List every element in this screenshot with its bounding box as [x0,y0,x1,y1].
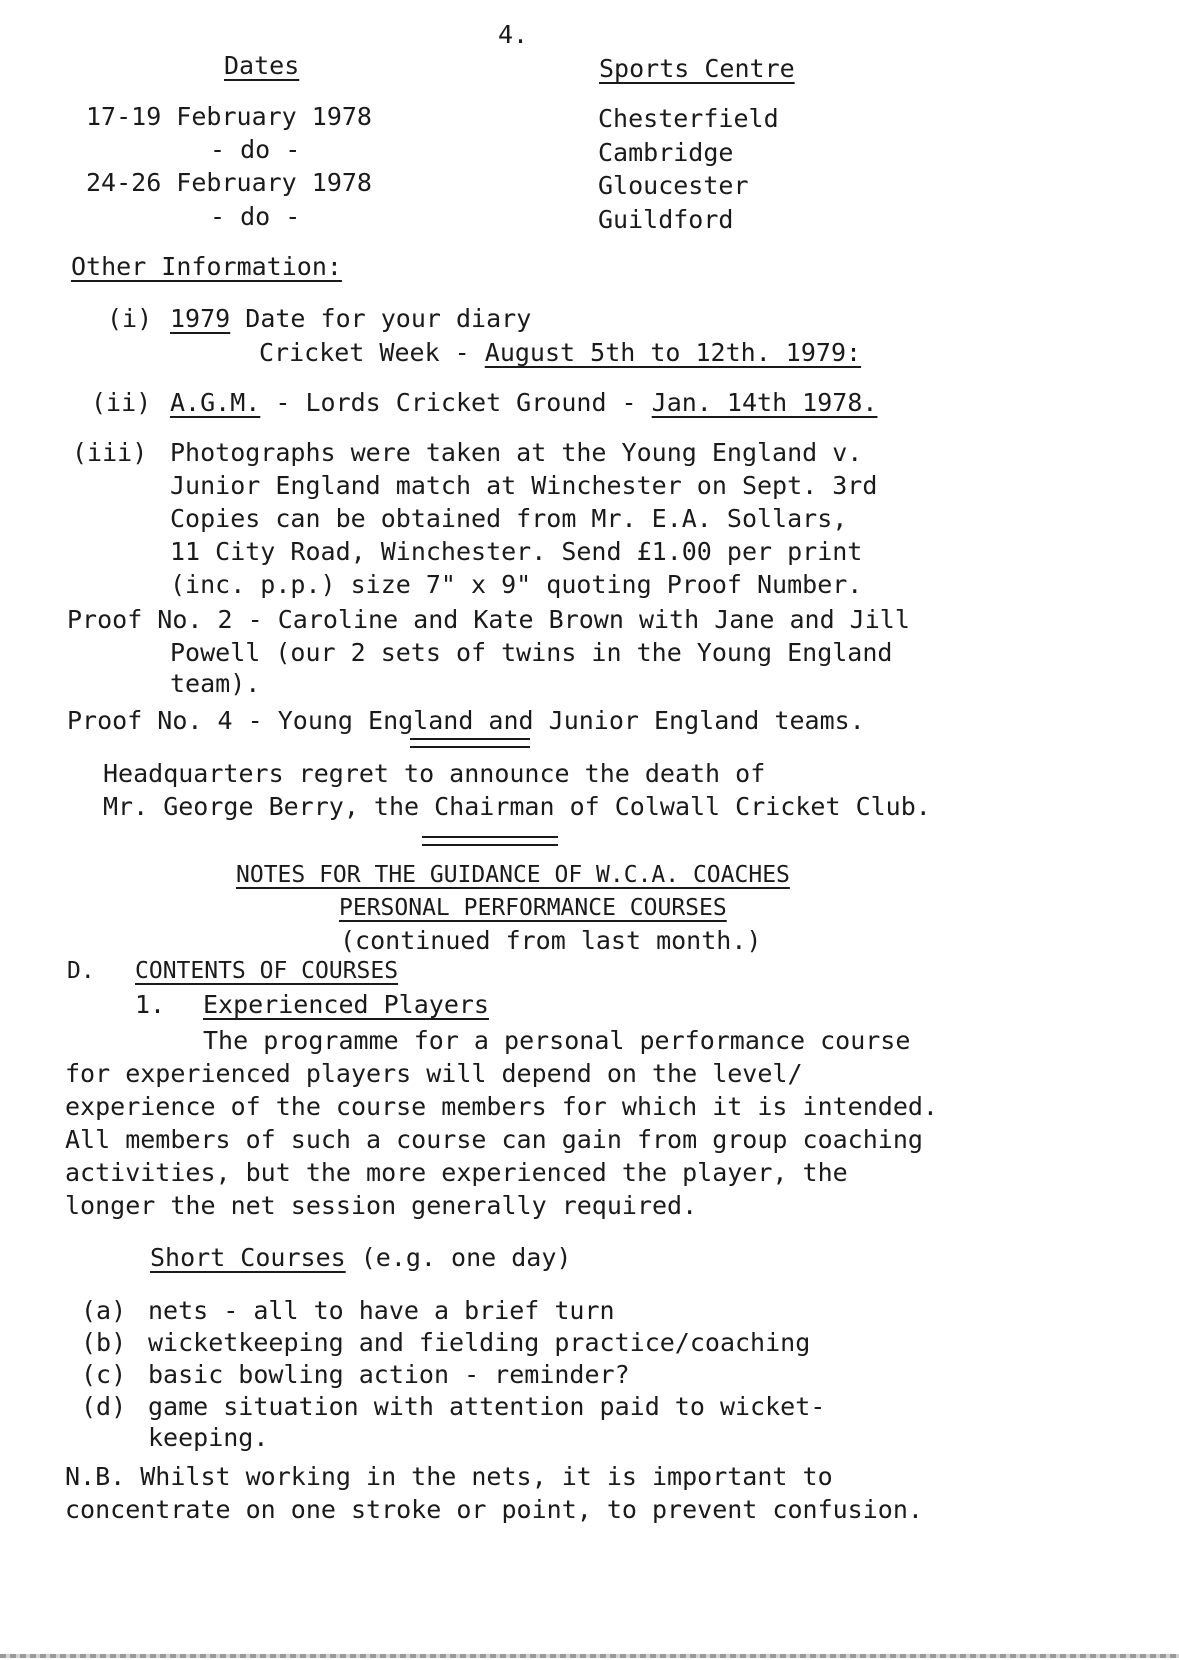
agm-label: A.G.M. [170,388,261,417]
info-item-3-line: Photographs were taken at the Young England v. [170,438,863,467]
info-item-3-num: (iii) [72,438,148,467]
info-item-3-line: Junior England match at Winchester on Sept. 3rd [170,471,878,500]
proof-4-line: Proof No. 4 - Young England and Junior England teams. [67,706,865,735]
agm-date: Jan. 14th 1978. [651,388,878,417]
paragraph-line: The programme for a personal performance course [203,1026,911,1055]
proof-2-line: Powell (our 2 sets of twins in the Young England [170,638,893,667]
page-number: 4. [498,20,529,49]
announcement-line: Headquarters regret to announce the death of [103,759,766,788]
section-letter: D. [67,958,95,984]
list-item-text: basic bowling action - reminder? [148,1360,630,1389]
list-item-num: (b) [81,1328,127,1357]
list-item-num: (c) [81,1360,127,1389]
schedule-date: 17-19 February 1978 [86,102,372,131]
list-item-num: (d) [81,1392,127,1421]
proof-2-line: team). [170,669,261,698]
schedule-centre: Chesterfield [598,104,779,133]
other-info-heading: Other Information: [71,252,342,281]
nb-line: concentrate on one stroke or point, to prevent confusion. [65,1495,923,1524]
info-item-3-line: Copies can be obtained from Mr. E.A. Sollars, [170,504,848,533]
schedule-centre: Guildford [598,205,734,234]
list-item-num: (a) [81,1296,127,1325]
announcement-line: Mr. George Berry, the Chairman of Colwall Cricket Club. [103,792,931,821]
short-courses-heading: Short Courses (e.g. one day) [150,1243,572,1272]
paragraph-line: activities, but the more experienced the player, the [65,1158,848,1187]
page-edge-rule [0,1654,1179,1658]
subsection-number: 1. [135,990,166,1019]
paragraph-line: longer the net session generally required. [65,1191,698,1220]
schedule-date: - do - [210,202,301,231]
list-item-text: wicketkeeping and fielding practice/coaching [148,1328,811,1357]
paragraph-line: All members of such a course can gain from group coaching [65,1125,923,1154]
info-item-3-line: 11 City Road, Winchester. Send £1.00 per print [170,537,863,566]
schedule-date: 24-26 February 1978 [86,168,372,197]
cricket-week-dates: August 5th to 12th. 1979: [484,338,862,367]
schedule-centre: Gloucester [598,171,749,200]
list-item-continuation: keeping. [148,1423,269,1452]
list-item-text: game situation with attention paid to wicket- [148,1392,826,1421]
double-rule [422,836,558,846]
paragraph-line: for experienced players will depend on the level/ [65,1059,803,1088]
nb-line: N.B. Whilst working in the nets, it is important to [65,1462,833,1491]
paragraph-line: experience of the course members for which it is intended. [65,1092,938,1121]
proof-2-line: Proof No. 2 - Caroline and Kate Brown with Jane and Jill [67,605,910,634]
info-item-2-line: A.G.M. - Lords Cricket Ground - Jan. 14th 1978. [170,388,878,417]
diary-year: 1979 [170,304,231,333]
subsection-title: Experienced Players [203,990,489,1019]
sports-centre-header: Sports Centre [599,54,795,83]
section-title: CONTENTS OF COURSES [135,958,399,984]
schedule-date: - do - [210,135,301,164]
info-item-1-num: (i) [107,304,153,333]
info-item-2-num: (ii) [91,388,152,417]
notes-subtitle: (continued from last month.) [340,926,762,955]
info-item-1-line2: Cricket Week - August 5th to 12th. 1979: [259,338,862,367]
info-item-1-line1: 1979 Date for your diary [170,304,532,333]
list-item-text: nets - all to have a brief turn [148,1296,615,1325]
schedule-centre: Cambridge [598,138,734,167]
dates-header: Dates [224,51,300,80]
notes-title: PERSONAL PERFORMANCE COURSES [339,895,727,921]
notes-title: NOTES FOR THE GUIDANCE OF W.C.A. COACHES [236,862,790,888]
info-item-3-line: (inc. p.p.) size 7" x 9" quoting Proof Number. [170,570,863,599]
double-rule [410,738,530,748]
